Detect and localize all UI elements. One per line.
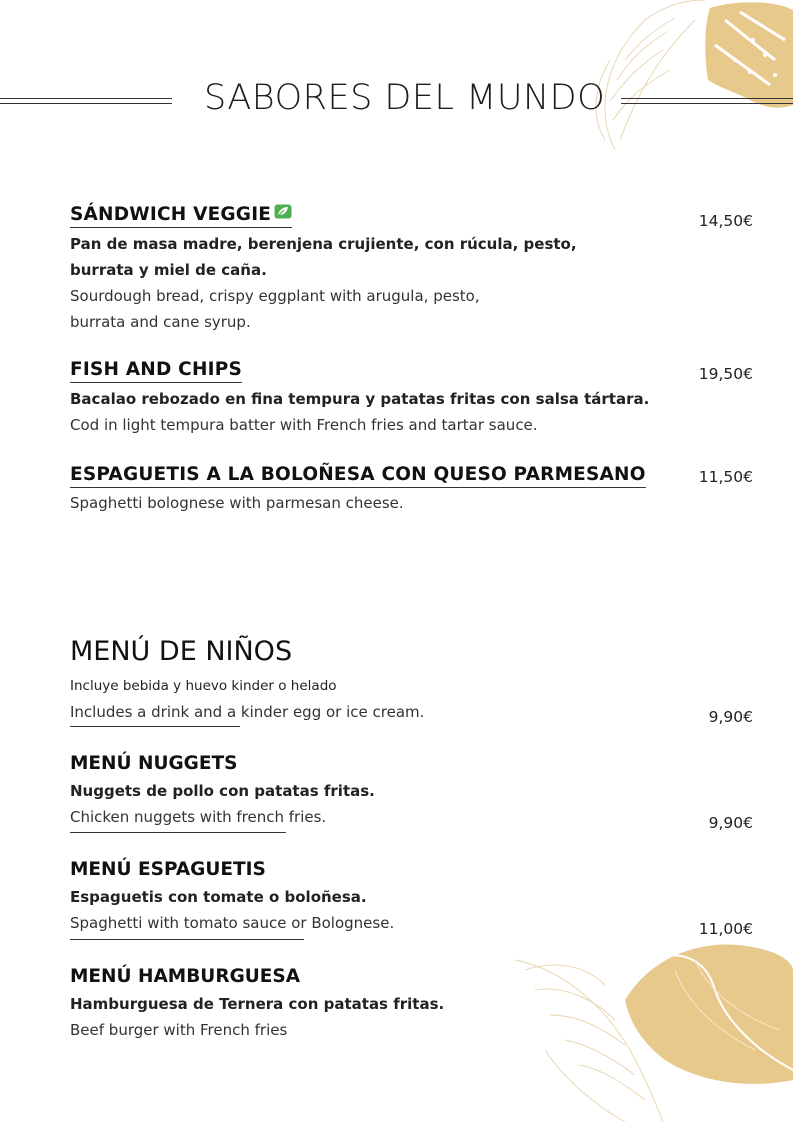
leaf-decoration-bottom-icon bbox=[505, 930, 793, 1122]
menu-item-price: 19,50€ bbox=[698, 365, 753, 383]
menu-item-name-text: SÁNDWICH VEGGIE bbox=[70, 204, 272, 225]
header bbox=[0, 78, 793, 128]
kids-menu-item bbox=[70, 963, 444, 1043]
menu-item-desc-es: Bacalao rebozado en fina tempura y patatas fritas con salsa tártara. bbox=[70, 390, 650, 408]
kids-menu-item-name: MENÚ HAMBURGUESA bbox=[70, 966, 301, 987]
kids-menu-item-price: 11,00€ bbox=[698, 920, 753, 938]
kids-menu-item-name: MENÚ NUGGETS bbox=[70, 753, 238, 774]
menu-item-desc-en: Sourdough bread, crispy eggplant with arugula, pesto, bbox=[70, 287, 480, 305]
kids-menu-title: MENÚ DE NIÑOS bbox=[70, 636, 293, 667]
menu-item-desc-es: Pan de masa madre, berenjena crujiente, con rúcula, pesto, bbox=[70, 235, 577, 253]
menu-item-desc-en: Spaghetti bolognese with parmesan cheese. bbox=[70, 494, 404, 512]
menu-item-name: ESPAGUETIS A LA BOLOÑESA CON QUESO PARMESANO bbox=[70, 464, 646, 488]
menu-item-desc-es: burrata y miel de caña. bbox=[70, 261, 267, 279]
page-title: SABORES DEL MUNDO bbox=[204, 78, 606, 118]
divider bbox=[70, 939, 304, 940]
divider bbox=[70, 726, 240, 727]
kids-menu-item-desc-es: Espaguetis con tomate o boloñesa. bbox=[70, 888, 367, 906]
kids-sub-es: Incluye bebida y huevo kinder o helado bbox=[70, 678, 337, 694]
leaf-icon bbox=[274, 204, 292, 219]
kids-menu-item-desc-en: Chicken nuggets with french fries. bbox=[70, 808, 327, 826]
menu-item-price: 11,50€ bbox=[698, 468, 753, 486]
menu-item-name: FISH AND CHIPS bbox=[70, 359, 242, 383]
kids-menu-item-desc-es: Nuggets de pollo con patatas fritas. bbox=[70, 782, 375, 800]
menu-item bbox=[70, 464, 646, 516]
kids-menu-item-desc-es: Hamburguesa de Ternera con patatas fritas. bbox=[70, 995, 445, 1013]
title-rule-right bbox=[621, 98, 793, 104]
kids-menu-subtitle bbox=[70, 673, 424, 725]
menu-item bbox=[70, 359, 649, 438]
menu-item-desc-en: burrata and cane syrup. bbox=[70, 313, 251, 331]
kids-menu-item bbox=[70, 856, 394, 936]
kids-menu-item-desc-en: Beef burger with French fries bbox=[70, 1021, 288, 1039]
kids-menu-item-desc-en: Spaghetti with tomato sauce or Bolognese. bbox=[70, 914, 395, 932]
title-rule-left bbox=[0, 98, 172, 104]
kids-menu-item-price: 9,90€ bbox=[708, 814, 753, 832]
kids-sub-en: Includes a drink and a kinder egg or ice cream. bbox=[70, 703, 425, 721]
kids-menu-item bbox=[70, 750, 375, 830]
menu-item-desc-en: Cod in light tempura batter with French fries and tartar sauce. bbox=[70, 416, 538, 434]
kids-price: 9,90€ bbox=[708, 708, 753, 726]
kids-menu-item-name: MENÚ ESPAGUETIS bbox=[70, 859, 266, 880]
divider bbox=[70, 832, 286, 833]
menu-item bbox=[70, 204, 577, 335]
menu-item-price: 14,50€ bbox=[698, 212, 753, 230]
menu-item-name bbox=[70, 204, 292, 228]
